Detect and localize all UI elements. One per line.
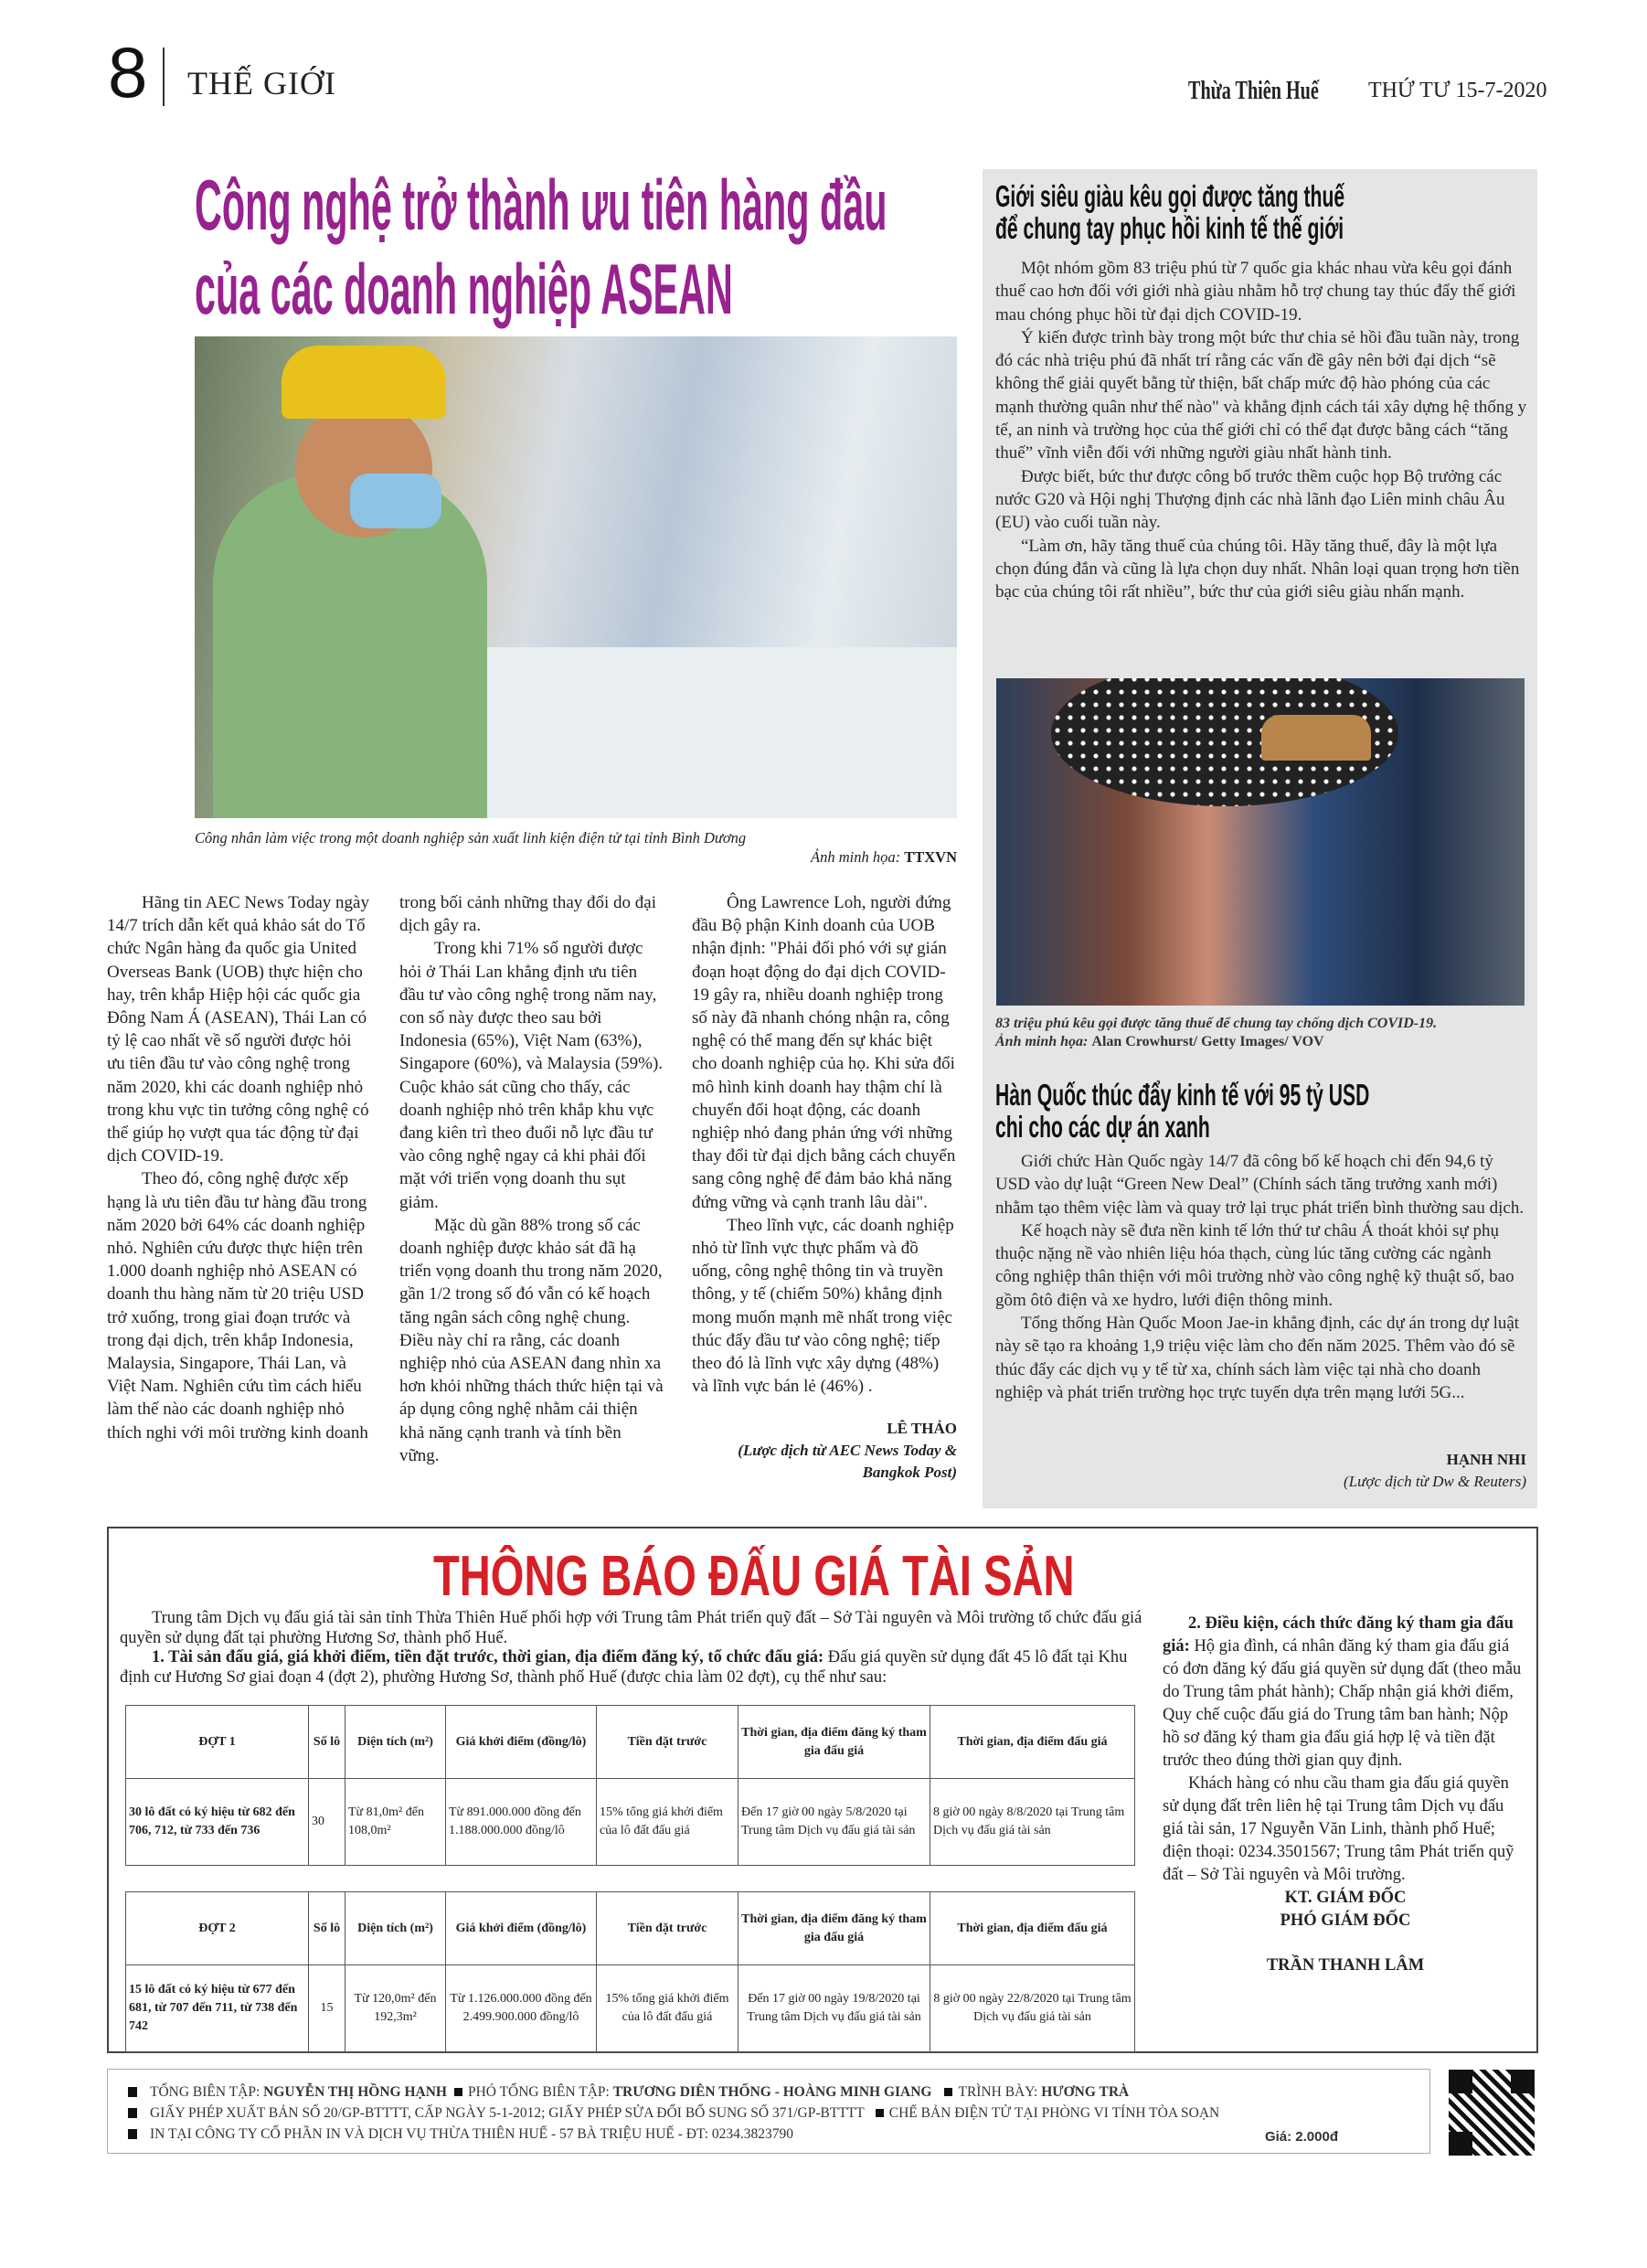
- paragraph: Được biết, bức thư được công bố trước thềm cuộc họp Bộ trưởng các nước G20 và Hội nghị Thượng định các nhà lãnh đạo Liên minh châu Âu (EU) vào cuối tuần này.: [995, 466, 1505, 533]
- sidebar-headline-1: [995, 180, 1541, 244]
- typesetting-text: CHẾ BẢN ĐIỆN TỬ TẠI PHÒNG VI TÍNH TÒA SOẠN: [888, 2105, 1220, 2121]
- editor-name: NGUYỄN THỊ HỒNG HẠNH: [263, 2084, 447, 2100]
- section1-text: Đấu giá quyền sử dụng đất 45 lô đất tại Khu định cư Hương Sơ giai đoạn 4 (đợt 2), phường Hương Sơ, thành phố Huế (được chia làm 02 đợt), cụ thể như sau:: [120, 1648, 1128, 1687]
- auction-time-cell: 8 giờ 00 ngày 8/8/2020 tại Trung tâm Dịch vụ đấu giá tài sản: [930, 1779, 1135, 1866]
- caption-text: Công nhân làm việc trong một doanh nghiệp sản xuất linh kiện điện tử tại tỉnh Bình Dương: [195, 829, 747, 847]
- registration-cell: Đến 17 giờ 00 ngày 5/8/2020 tại Trung tâm Dịch vụ đấu giá tài sản: [738, 1779, 930, 1866]
- area-cell: Từ 120,0m² đến 192,3m²: [345, 1965, 446, 2052]
- author: HẠNH NHI: [1446, 1451, 1526, 1468]
- col-header: Giá khởi điểm (đồng/lô): [446, 1892, 597, 1965]
- batch-name: ĐỢT 2: [126, 1892, 309, 1965]
- paragraph: Mặc dù gần 88% trong số các doanh nghiệp được khảo sát đã hạ triển vọng doanh thu trong năm 2020, gần 1/2 trong số đó vẫn có kế hoạch tăng ngân sách công nghệ chung. Điều này chỉ ra rằng, các doanh nghiệp nhỏ của ASEAN đang nhìn xa hơn khỏi những thách thức hiện tại và áp dụng công nghệ nhằm cải thiện khả năng cạnh tranh và tính bền vững.: [399, 1215, 664, 1465]
- license-text: GIẤY PHÉP XUẤT BẢN SỐ 20/GP-BTTTT, CẤP NGÀY 5-1-2012; GIẤY PHÉP SỬA ĐỔI BỔ SUNG SỐ 371/GP-BTTTT: [150, 2105, 865, 2121]
- label: TỔNG BIÊN TẬP:: [150, 2084, 260, 2100]
- headline-line: Giới siêu giàu kêu gọi được tăng thuế: [995, 179, 1345, 213]
- source: (Lược dịch từ Dw & Reuters): [1344, 1473, 1526, 1490]
- auction-title: [433, 1545, 1277, 1608]
- table-row: [126, 1779, 1135, 1866]
- auction-table-batch-2: [125, 1891, 1135, 2052]
- section2-text: Hộ gia đình, cá nhân đăng ký tham gia đấu giá có đơn đăng ký đấu giá quyền sử dụng đất (theo mẫu do Trung tâm phát hành); Chấp nhận giá khởi điểm, Quy chế cuộc đấu giá do Trung tâm ban hành; Nộp hồ sơ đăng ký tham gia đấu giá hợp lệ và tiền đặt trước theo đúng thời gian quy định.: [1163, 1637, 1522, 1770]
- newspaper-name-text: Thừa Thiên Huế: [1188, 77, 1319, 105]
- paragraph: Trong khi 71% số người được hỏi ở Thái Lan khẳng định ưu tiên đầu tư vào công nghệ trong năm nay, con số này được theo sau bởi Indonesia (65%), Việt Nam (63%), Singapore (60%), và Malaysia (59%). Cuộc khảo sát cũng cho thấy, các doanh nghiệp nhỏ trên khắp khu vực đang kiên trì theo đuổi nỗ lực đầu tư vào công nghệ ngay cả khi phải đối mặt với triển vọng doanh thu sụt giảm.: [399, 939, 664, 1212]
- col-header: Giá khởi điểm (đồng/lô): [446, 1706, 597, 1779]
- main-photo-caption: [195, 828, 957, 867]
- col-header: Diện tích (m²): [345, 1892, 446, 1965]
- auction-conditions: [1163, 1613, 1528, 1977]
- paragraph: Giới chức Hàn Quốc ngày 14/7 đã công bố kế hoạch chi đến 94,6 tỷ USD vào dự luật “Green New Deal” (Chính sách tăng trưởng xanh mới) nhằm tạo thêm việc làm và quay trở lại trục phát triển bình thường sau dịch.: [995, 1152, 1525, 1218]
- count-cell: 30: [309, 1779, 345, 1866]
- issue-date: THỨ TƯ 15-7-2020: [1368, 79, 1547, 102]
- author: LÊ THẢO: [887, 1420, 957, 1438]
- paragraph: Theo đó, công nghệ được xếp hạng là ưu tiên đầu tư hàng đầu trong năm 2020 bởi 64% các doanh nghiệp nhỏ. Nghiên cứu được thực hiện trên 1.000 doanh nghiệp nhỏ ASEAN có doanh thu hàng năm từ 20 triệu USD trở xuống, trong giai đoạn trước và trong đại dịch, trên khắp Indonesia, Malaysia, Singapore, Thái Lan, và Việt Nam. Nghiên cứu tìm cách hiểu làm thế nào các doanh nghiệp nhỏ thích nghi với môi trường kinh doanh trong bối cảnh những thay đổi do đại dịch gây ra.: [107, 893, 657, 1443]
- price-cell: Từ 1.126.000.000 đồng đến 2.499.900.000 đồng/lô: [446, 1965, 597, 2052]
- section-title: THẾ GIỚI: [187, 65, 336, 101]
- byline: [1344, 1449, 1526, 1493]
- headline-line: Công nghệ trở thành ưu tiên hàng đầu: [195, 165, 887, 245]
- price: Giá: 2.000đ: [1264, 2129, 1338, 2145]
- col-header: Số lô: [309, 1892, 345, 1965]
- col-header: Thời gian, địa điểm đấu giá: [930, 1892, 1135, 1965]
- headline-line: chi cho các dự án xanh: [995, 1110, 1210, 1144]
- qr-code[interactable]: [1449, 2070, 1535, 2156]
- col-header: Tiền đặt trước: [597, 1706, 738, 1779]
- paragraph: Kế hoạch này sẽ đưa nền kinh tế lớn thứ tư châu Á thoát khỏi sự phụ thuộc nặng nề vào nhiên liệu hóa thạch, cùng lúc tăng cường các ngành công nghiệp thân thiện với môi trường nhờ vào công nghệ kỹ thuật số, bao gồm ôtô điện và xe hydro, lưới điện thông minh.: [995, 1220, 1514, 1310]
- headline-line: để chung tay phục hồi kinh tế thế giới: [995, 211, 1344, 245]
- auction-notice: [107, 1527, 1538, 2053]
- printer-text: IN TẠI CÔNG TY CỔ PHẦN IN VÀ DỊCH VỤ THỪA THIÊN HUẾ - 57 BÀ TRIỆU HUẾ - ĐT: 0234.3823790: [150, 2126, 794, 2142]
- lots-cell: 30 lô đất có ký hiệu từ 682 đến 706, 712, từ 733 đến 736: [126, 1779, 309, 1866]
- source: (Lược dịch từ AEC News Today & Bangkok Post): [738, 1442, 957, 1482]
- signature-name: TRẦN THANH LÂM: [1266, 1956, 1425, 1975]
- header-divider: [163, 48, 165, 106]
- umbrella-couple-photo: [996, 678, 1525, 1006]
- layout-name: HƯƠNG TRÀ: [1041, 2084, 1130, 2100]
- section1-title: 1. Tài sản đấu giá, giá khởi điểm, tiền đặt trước, thời gian, địa điểm đăng ký, tổ chức đấu giá:: [152, 1648, 824, 1666]
- col-header: Số lô: [309, 1706, 345, 1779]
- paragraph: Ông Lawrence Loh, người đứng đầu Bộ phận Kinh doanh của UOB nhận định: "Phải đối phó với sự gián đoạn hoạt động do đại dịch COVID-19 gây ra, nhiều doanh nghiệp trong số này đã nhanh chóng nhận ra, công nghệ có thể mang đến sự khác biệt cho doanh nghiệp của họ. Khi sửa đổi mô hình kinh doanh hay thậm chí là chuyển đổi hoạt động, các doanh nghiệp nhỏ đang phản ứng với những thay đổi từ đại dịch bằng cách chuyển sang công nghệ để đảm bảo khả năng đứng vững và cạnh tranh lâu dài".: [692, 893, 956, 1212]
- area-cell: Từ 81,0m² đến 108,0m²: [345, 1779, 446, 1866]
- label: TRÌNH BÀY:: [958, 2084, 1038, 2100]
- factory-workers-photo: [195, 336, 957, 818]
- auction-time-cell: 8 giờ 00 ngày 22/8/2020 tại Trung tâm Dịch vụ đấu giá tài sản: [930, 1965, 1135, 2052]
- sidebar-article-1-body: [995, 257, 1527, 603]
- masthead-footer: [107, 2069, 1430, 2154]
- paragraph: Ý kiến được trình bày trong một bức thư chia sẻ hồi đầu tuần này, trong đó các nhà triệu phú đã nhất trí rằng các vấn đề gây nên bởi đại dịch “sẽ không thể giải quyết bằng từ thiện, bất chấp mức độ hào phóng của các mạnh thường quân như thế nào" và khẳng định cách tái xây dựng hệ thống y tế, an ninh và trường học của thế giới chỉ có thể đạt được bằng cách “tăng thuế” vĩnh viễn đối với những người giàu nhất hành tinh.: [995, 327, 1527, 463]
- auction-title-text: THÔNG BÁO ĐẤU GIÁ TÀI SẢN: [433, 1545, 1075, 1608]
- lots-cell: 15 lô đất có ký hiệu từ 677 đến 681, từ 707 đến 711, từ 738 đến 742: [126, 1965, 309, 2052]
- signature-title: KT. GIÁM ĐỐC: [1284, 1889, 1407, 1907]
- label: PHÓ TỔNG BIÊN TẬP:: [467, 2084, 610, 2100]
- auction-table-batch-1: [125, 1705, 1135, 1866]
- auction-intro: [120, 1609, 1148, 1688]
- section2-title: 2. Điều kiện, cách thức đăng ký tham gia đấu giá:: [1163, 1614, 1514, 1656]
- sidebar-headline-2: [995, 1079, 1580, 1143]
- paragraph: “Làm ơn, hãy tăng thuế của chúng tôi. Hãy tăng thuế, đây là một lựa chọn đúng đắn và cũng là lựa chọn duy nhất. Nhân loại quan trọng hơn tiền bạc của chúng tôi rất nhiều”, bức thư của giới siêu giàu nhấn mạnh.: [995, 536, 1520, 602]
- photo-credit: Alan Crowhurst/ Getty Images/ VOV: [1091, 1034, 1324, 1049]
- newspaper-name: [1188, 77, 1369, 106]
- deposit-cell: 15% tổng giá khởi điểm của lô đất đấu giá: [597, 1779, 738, 1866]
- count-cell: 15: [309, 1965, 345, 2052]
- headline-line: Hàn Quốc thúc đẩy kinh tế với 95 tỷ USD: [995, 1078, 1370, 1112]
- headline-line: của các doanh nghiệp ASEAN: [195, 249, 733, 329]
- byline: [692, 1418, 957, 1484]
- col-header: Thời gian, địa điểm đăng ký tham gia đấu giá: [738, 1892, 930, 1965]
- signature-role: PHÓ GIÁM ĐỐC: [1280, 1911, 1411, 1930]
- table-row: [126, 1965, 1135, 2052]
- deputy-names: TRƯƠNG DIÊN THỐNG - HOÀNG MINH GIANG: [612, 2084, 932, 2100]
- deposit-cell: 15% tổng giá khởi điểm của lô đất đấu giá: [597, 1965, 738, 2052]
- col-header: Tiền đặt trước: [597, 1892, 738, 1965]
- paragraph: Một nhóm gồm 83 triệu phú từ 7 quốc gia khác nhau vừa kêu gọi đánh thuế cao hơn đối với giới nhà giàu nhằm hỗ trợ chung tay thúc đẩy thế giới mau chóng phục hồi từ đại dịch COVID-19.: [995, 259, 1516, 325]
- intro-text: Trung tâm Dịch vụ đấu giá tài sản tỉnh Thừa Thiên Huế phối hợp với Trung tâm Phát triển quỹ đất – Sở Tài nguyên và Môi trường tổ chức đấu giá quyền sử dụng đất tại phường Hương Sơ, thành phố Huế.: [120, 1609, 1142, 1647]
- price-cell: Từ 891.000.000 đồng đến 1.188.000.000 đồng/lô: [446, 1779, 597, 1866]
- paragraph: Tổng thống Hàn Quốc Moon Jae-in khẳng định, các dự án trong dự luật này sẽ tạo ra khoảng 1,9 triệu việc làm cho đến năm 2025. Thêm vào đó sẽ thúc đẩy các dịch vụ y tế từ xa, chính sách làm việc tại nhà cho doanh nghiệp và phát triển trường học trực tuyến dựa trên mạng lưới 5G...: [995, 1314, 1520, 1402]
- sidebar-photo-caption: [995, 1015, 1437, 1051]
- sidebar-article-2-body: [995, 1150, 1527, 1404]
- col-header: Diện tích (m²): [345, 1706, 446, 1779]
- paragraph: Theo lĩnh vực, các doanh nghiệp nhỏ từ lĩnh vực thực phẩm và đồ uống, công nghệ thông tin và truyền thông, y tế (chiếm 50%) khẳng định mong muốn mạnh mẽ nhất trong việc thúc đẩy đầu tư vào công nghệ; tiếp theo đó là lĩnh vực xây dựng (48%) và lĩnh vực bán lẻ (46%) .: [692, 1215, 954, 1397]
- registration-cell: Đến 17 giờ 00 ngày 19/8/2020 tại Trung tâm Dịch vụ đấu giá tài sản: [738, 1965, 930, 2052]
- main-article-body: [107, 891, 957, 1513]
- sidebar-news: [983, 169, 1537, 1508]
- batch-name: ĐỢT 1: [126, 1706, 309, 1779]
- paragraph: Hãng tin AEC News Today ngày 14/7 trích dẫn kết quả khảo sát do Tổ chức Ngân hàng đa quốc gia United Overseas Bank (UOB) thực hiện cho hay, trên khắp Hiệp hội các quốc gia Đông Nam Á (ASEAN), Thái Lan có tỷ lệ cao nhất về số người được hỏi ưu tiên đầu tư vào công nghệ trong năm 2020, khi các doanh nghiệp nhỏ trong khu vực tin tưởng công nghệ có thể giúp họ vượt qua tác động từ đại dịch COVID-19.: [107, 893, 369, 1166]
- caption-text: 83 triệu phú kêu gọi được tăng thuế để chung tay chống dịch COVID-19.: [995, 1016, 1438, 1031]
- credit-label: Ảnh minh họa:: [811, 848, 901, 866]
- photo-credit: TTXVN: [904, 848, 957, 866]
- col-header: Thời gian, địa điểm đấu giá: [930, 1706, 1135, 1779]
- col-header: Thời gian, địa điểm đăng ký tham gia đấu giá: [738, 1706, 930, 1779]
- contact-text: Khách hàng có nhu cầu tham gia đấu giá quyền sử dụng đất trên liên hệ tại Trung tâm Dịch vụ đấu giá tài sản, 17 Nguyễn Văn Linh, thành phố Huế; điện thoại: 0234.3501567; Trung tâm Phát triển quỹ đất – Sở Tài nguyên và Môi trường.: [1163, 1774, 1514, 1884]
- page-number: 8: [108, 32, 148, 112]
- credit-label: Ảnh minh họa:: [995, 1034, 1089, 1049]
